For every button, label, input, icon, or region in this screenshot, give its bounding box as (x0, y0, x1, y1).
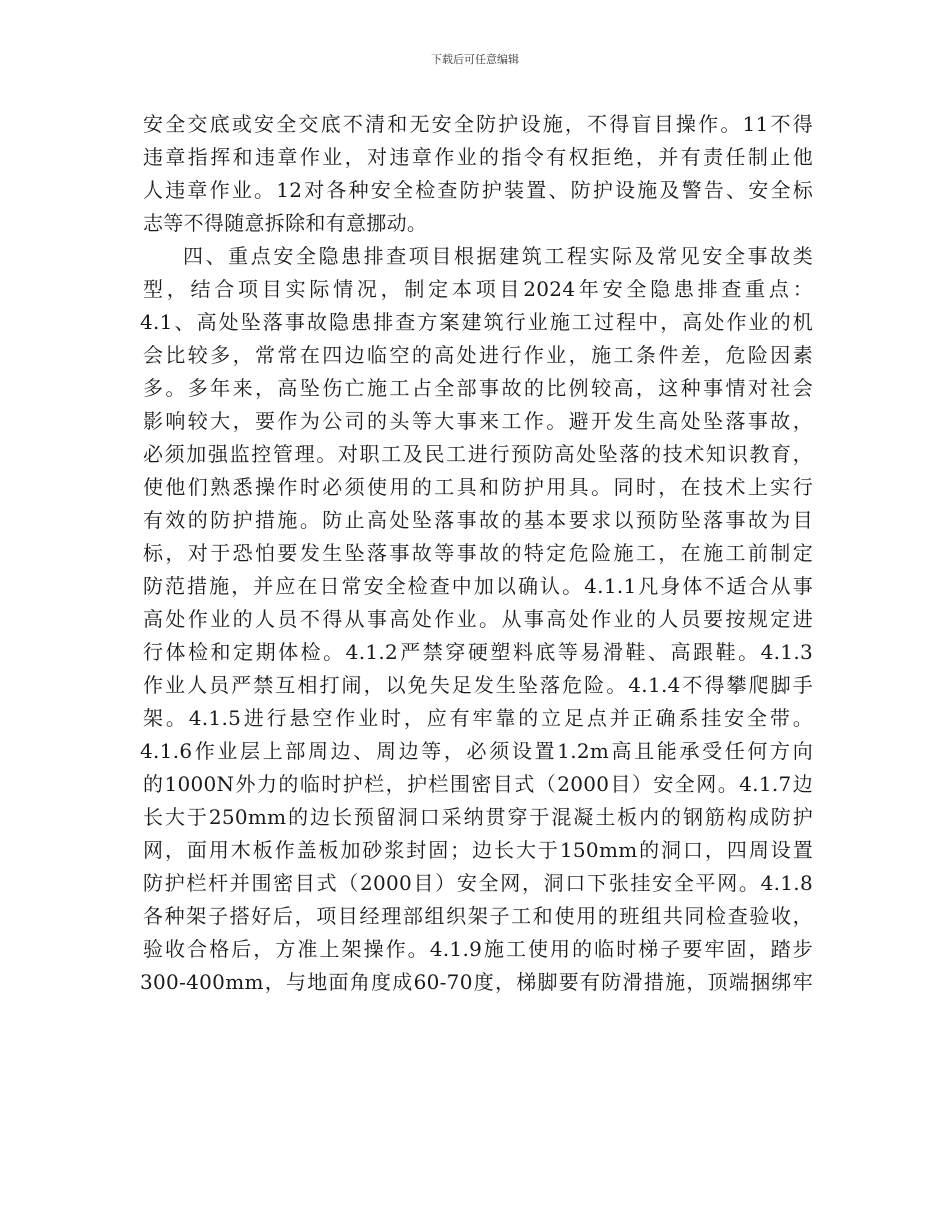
text-line: 安全交底或安全交底不清和无安全防护设施，不得盲目操作。11不得 (143, 112, 813, 136)
document-body (140, 108, 813, 999)
text-line: 验收合格后，方准上架操作。4.1.9施工使用的临时梯子要牢固，踏步 (143, 937, 813, 961)
text-line: 作业人员严禁互相打闹，以免失足发生坠落危险。4.1.4不得攀爬脚手 (143, 673, 813, 697)
text-line: 会比较多，常常在四边临空的高处进行作业，施工条件差，危险因素 (143, 343, 813, 367)
text-line: 行体检和定期体检。4.1.2严禁穿硬塑料底等易滑鞋、高跟鞋。4.1.3 (143, 640, 813, 664)
text-line: 架。4.1.5进行悬空作业时，应有牢靠的立足点并正确系挂安全带。 (143, 706, 813, 730)
text-line: 四、重点安全隐患排查项目根据建筑工程实际及常见安全事故类 (183, 244, 813, 268)
text-line: 网，面用木板作盖板加砂浆封固；边长大于150mm的洞口，四周设置 (143, 838, 813, 862)
text-line: 人违章作业。12对各种安全检查防护装置、防护设施及警告、安全标 (143, 178, 813, 202)
text-line: 的1000N外力的临时护栏，护栏围密目式（2000目）安全网。4.1.7边 (143, 772, 813, 796)
text-line: 防护栏杆并围密目式（2000目）安全网，洞口下张挂安全平网。4.1.8 (143, 871, 813, 895)
text-line: 有效的防护措施。防止高处坠落事故的基本要求以预防坠落事故为目 (143, 508, 813, 532)
paragraph-hazard-inspection (140, 240, 813, 999)
text-line: 4.1.6作业层上部周边、周边等，必须设置1.2m高且能承受任何方向 (140, 739, 813, 763)
text-line: 高处作业的人员不得从事高处作业。从事高处作业的人员要按规定进 (143, 607, 813, 631)
text-line: 标，对于恐怕要发生坠落事故等事故的特定危险施工，在施工前制定 (143, 541, 813, 565)
text-line: 长大于250mm的边长预留洞口采纳贯穿于混凝土板内的钢筋构成防护 (143, 805, 813, 829)
text-line: 4.1、高处坠落事故隐患排查方案建筑行业施工过程中，高处作业的机 (140, 310, 813, 334)
text-line: 使他们熟悉操作时必须使用的工具和防护用具。同时，在技术上实行 (143, 475, 813, 499)
text-line: 多。多年来，高坠伤亡施工占全部事故的比例较高，这种事情对社会 (143, 376, 813, 400)
text-line: 防范措施，并应在日常安全检查中加以确认。4.1.1凡身体不适合从事 (143, 574, 813, 598)
text-line: 必须加强监控管理。对职工及民工进行预防高处坠落的技术知识教育， (143, 442, 813, 466)
paragraph-safety-rules (143, 108, 813, 240)
page-header: 下载后可任意编辑 (431, 53, 519, 66)
text-line: 各种架子搭好后，项目经理部组织架子工和使用的班组共同检查验收， (143, 904, 813, 928)
text-line: 违章指挥和违章作业，对违章作业的指令有权拒绝，并有责任制止他 (143, 145, 813, 169)
text-line: 300-400mm，与地面角度成60-70度，梯脚要有防滑措施，顶端捆绑牢 (140, 970, 813, 994)
text-line: 影响较大，要作为公司的头等大事来工作。避开发生高处坠落事故， (143, 409, 813, 433)
text-line: 志等不得随意拆除和有意挪动。 (143, 211, 428, 235)
text-line: 型，结合项目实际情况，制定本项目2024年安全隐患排查重点： (143, 277, 813, 301)
